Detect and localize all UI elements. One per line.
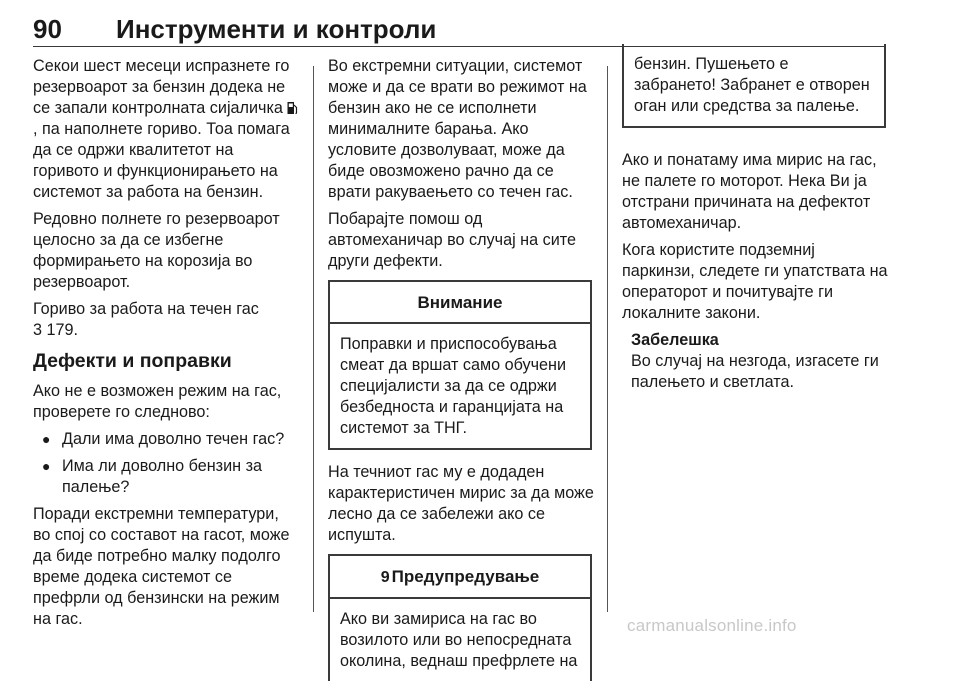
bullet-icon: ● [42, 431, 51, 447]
paragraph: Побарајте помош од автомеханичар во случај на сите други дефекти. [328, 210, 576, 270]
paragraph: Гориво за работа на течен гас 3 179. [33, 300, 259, 339]
paragraph: Поради екстремни температури, во спој со составот на гасот, може да биде потребно малку подолго време додека системот се префрли од бензински на режим на гас. [33, 505, 290, 628]
section-heading: Дефекти и поправки [33, 350, 232, 372]
column-divider [313, 66, 314, 612]
cross-reference-link[interactable]: 3 179. [33, 321, 79, 339]
warning-box-continued [622, 44, 886, 128]
list-item: ● Дали има доволно течен гас? [42, 430, 285, 448]
bullet-list [33, 429, 299, 498]
caution-box [328, 280, 592, 450]
note [622, 330, 888, 393]
warning-title: Предупредување [391, 567, 540, 586]
warning-body-continued: бензин. Пушењето е забрането! Забранет е отворен оган или средства за палење. [634, 55, 870, 115]
paragraph: Секои шест месеци испразнете го резервоарот за бензин додека не се запали контролната сијаличка , па наполнете гориво. Тоа помага да се одржи квалитетот на горивото и функционирањето на системот за работа на бензин. [33, 56, 299, 203]
column-3 [622, 56, 888, 393]
caution-body: Поправки и приспособувања смеат да вршат само обучени специјалисти за да се одржи безбедноста и гаранцијата на системот за ТНГ. [340, 335, 567, 437]
warning-box [328, 554, 592, 681]
paragraph: Во екстремни ситуации, системот може и да се врати во режимот на бензин ако не се исполнети минималните барања. Ако условите дозволуваат, може да биде овозможено рачно да се врати ракуваењето со течен гас. [328, 57, 587, 201]
paragraph: На течниот гас му е додаден карактеристичен мирис за да може лесно да се забележи ако се испушта. [328, 463, 594, 544]
note-body: Во случај на незгода, изгасете ги палењето и светлата. [631, 352, 879, 391]
watermark: carmanualsonline.info [627, 616, 797, 635]
fuel-pump-icon [287, 101, 298, 115]
reference-arrow-icon: 3 [33, 321, 43, 339]
page-header [33, 6, 885, 47]
caution-title: Внимание [330, 282, 590, 324]
column-1 [33, 56, 299, 638]
column-divider [607, 66, 608, 612]
bullet-icon: ● [42, 458, 51, 474]
warning-body: Ако ви замириса на гас во возилото или во непосредната околина, веднаш префрлете на [340, 610, 578, 670]
paragraph: Ако и понатаму има мирис на гас, не палете го моторот. Нека Ви ја отстрани причината на дефектот автомеханичар. [622, 151, 877, 232]
paragraph: Ако не е возможен режим на гас, проверете го следново: [33, 382, 282, 421]
chapter-title: Инструменти и контроли [116, 14, 437, 44]
list-item: ● Има ли доволно бензин за палење? [42, 457, 263, 496]
paragraph: Редовно полнете го резервоарот целосно за да се избегне формирањето на корозија во резервоарот. [33, 210, 280, 291]
column-2 [328, 56, 594, 693]
note-title: Забелешка [631, 331, 719, 349]
warning-triangle-icon: 9 [380, 569, 390, 586]
page-number: 90 [33, 14, 62, 44]
warning-header [330, 556, 590, 599]
paragraph: Кога користите подземниј паркинзи, следете ги упатствата на операторот и почитувајте ги локалните закони. [622, 241, 888, 322]
